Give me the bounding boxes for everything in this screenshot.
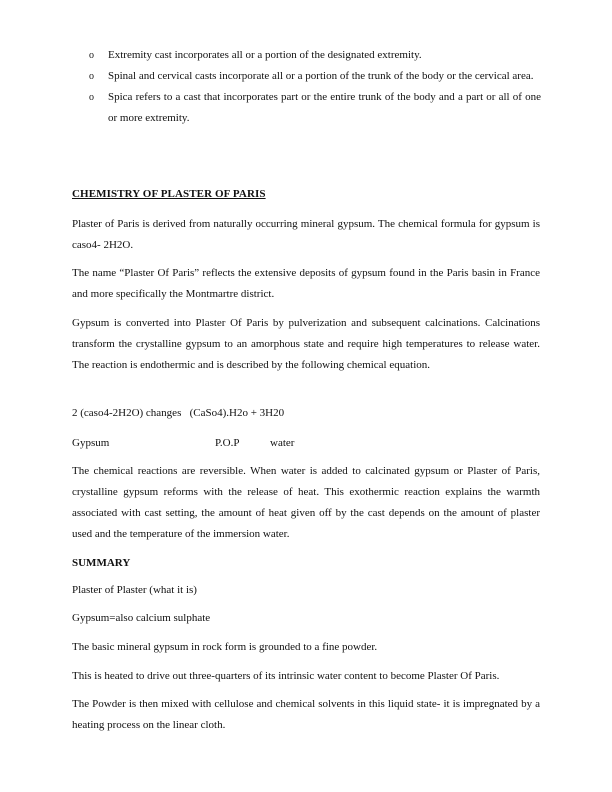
label-gypsum: Gypsum xyxy=(72,437,110,449)
summary-line: The basic mineral gypsum in rock form is grounded to a fine powder. xyxy=(72,641,378,653)
summary-line: Gypsum=also calcium sulphate xyxy=(72,612,211,624)
list-item xyxy=(89,87,541,129)
bullet-marker: o xyxy=(89,50,94,61)
summary-line: The Powder is then mixed with cellulose and chemical solvents in this liquid state- it is impregnated by a heating process on the linear cloth. xyxy=(72,698,540,731)
label-pop: P.O.P xyxy=(215,437,240,449)
paragraph-reversibility: The chemical reactions are reversible. When water is added to calcinated gypsum or Plaster of Paris, crystalline gypsum reforms with the release of heat. This exothermic reaction explains the warmth associated with cast setting, the amount of heat given off by the cast depends on the amount of plaster used and the temperature of the immersion water. xyxy=(72,465,540,540)
list-item-text: Spica refers to a cast that incorporates part or the entire trunk of the body and a part or all of one or more extremity. xyxy=(108,91,541,124)
section-heading-summary: SUMMARY xyxy=(72,557,131,569)
list-item xyxy=(89,45,541,66)
label-water: water xyxy=(270,437,295,449)
paragraph-conversion: Gypsum is converted into Plaster Of Paris by pulverization and subsequent calcinations. Calcinations transform the crystalline gypsum to an amorphous state and require high temperatures to release water. The reaction is endothermic and is described by the following chemical equation. xyxy=(72,317,540,371)
list-item xyxy=(89,66,541,87)
bullet-marker: o xyxy=(89,92,94,103)
summary-line: This is heated to drive out three-quarters of its intrinsic water content to become Plaster Of Paris. xyxy=(72,670,500,682)
paragraph-derivation: Plaster of Paris is derived from naturally occurring mineral gypsum. The chemical formula for gypsum is caso4- 2H2O. xyxy=(72,218,540,251)
section-heading-chemistry: CHEMISTRY OF PLASTER OF PARIS xyxy=(72,188,266,200)
paragraph-name-origin: The name “Plaster Of Paris” reflects the extensive deposits of gypsum found in the Paris basin in France and more specifically the Montmartre district. xyxy=(72,267,540,300)
summary-line: Plaster of Plaster (what it is) xyxy=(72,584,197,596)
bullet-marker: o xyxy=(89,71,94,82)
list-item-text: Spinal and cervical casts incorporate all or a portion of the trunk of the body or the cervical area. xyxy=(108,70,534,82)
chemical-equation: 2 (caso4-2H2O) changes (CaSo4).H2o + 3H20 xyxy=(72,407,285,419)
cast-types-list xyxy=(89,45,541,129)
list-item-text: Extremity cast incorporates all or a portion of the designated extremity. xyxy=(108,49,422,61)
equation-labels xyxy=(72,433,540,454)
